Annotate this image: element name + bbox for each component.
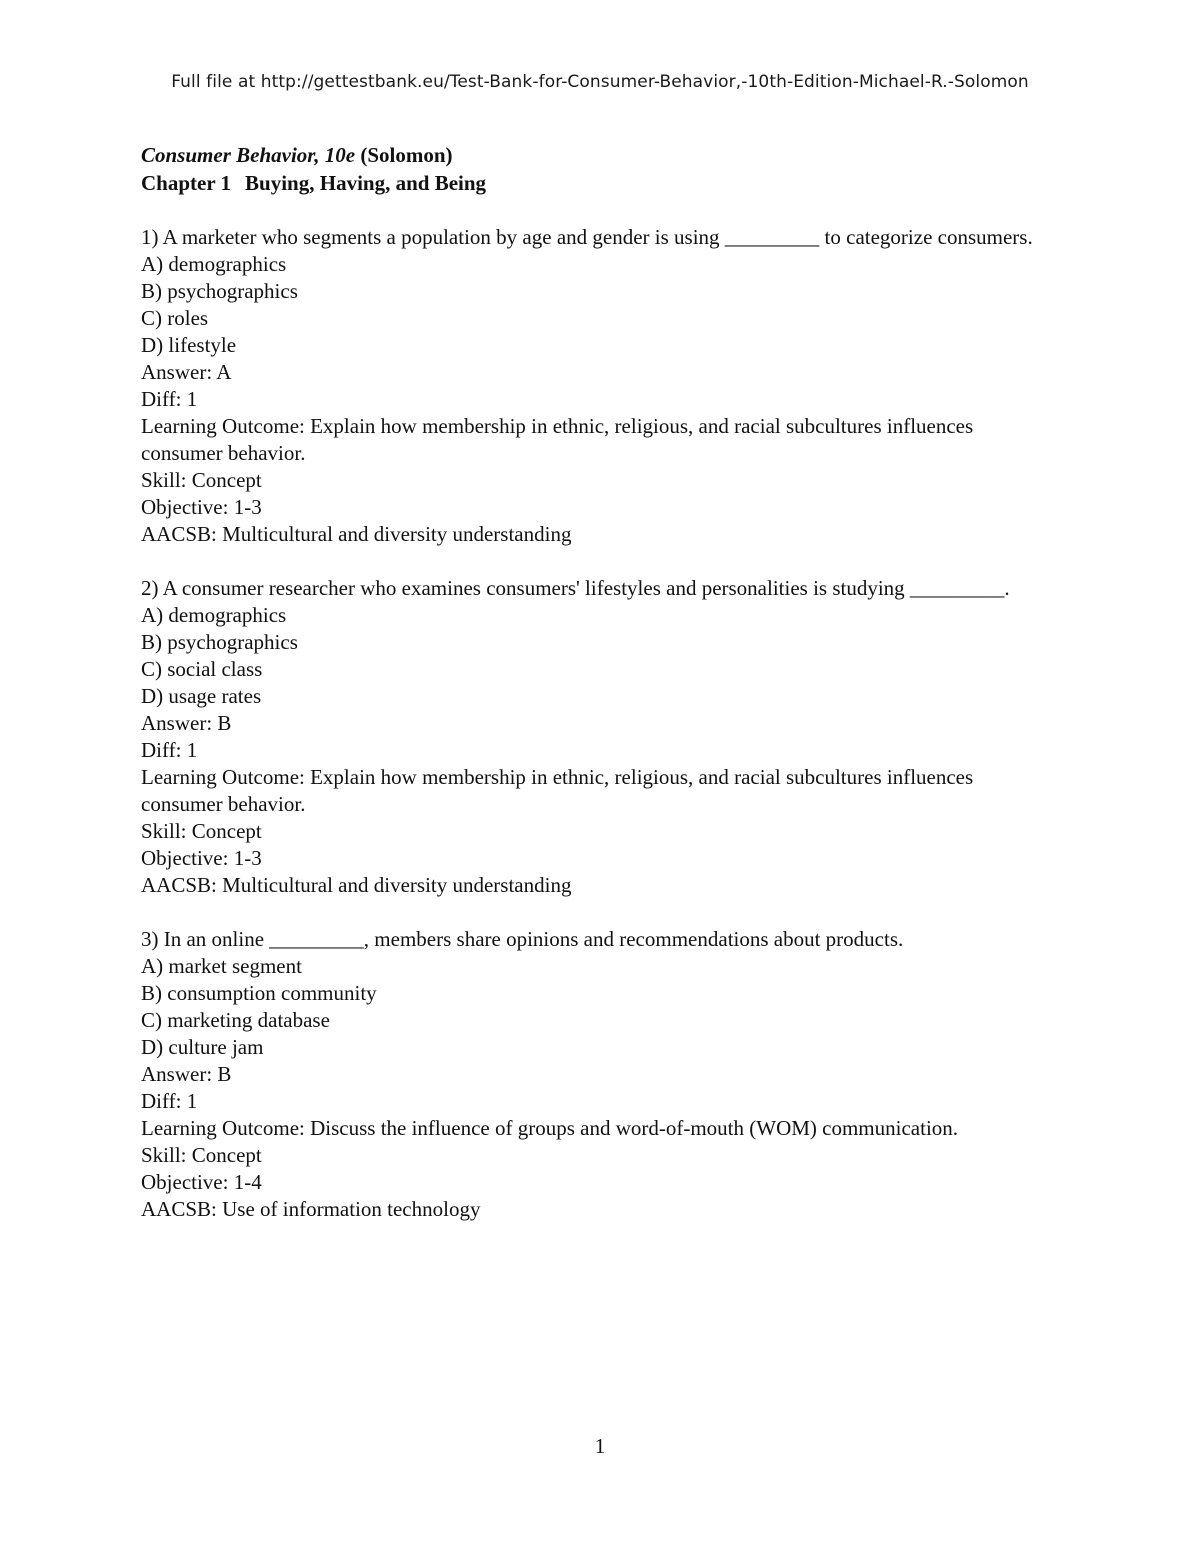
- book-title-author: (Solomon): [360, 143, 453, 167]
- objective: Objective: 1-3: [141, 495, 262, 519]
- aacsb: AACSB: Multicultural and diversity understanding: [141, 873, 572, 897]
- document-body: [141, 142, 1041, 1250]
- header-source-link[interactable]: Full file at http://gettestbank.eu/Test-Bank-for-Consumer-Behavior,-10th-Edition-Michael-R.-Solomon: [171, 72, 1029, 92]
- skill: Skill: Concept: [141, 1143, 262, 1167]
- option-c: C) social class: [141, 657, 263, 681]
- answer: Answer: B: [141, 711, 232, 735]
- answer: Answer: B: [141, 1062, 232, 1086]
- option-d: D) usage rates: [141, 684, 262, 708]
- option-a: A) demographics: [141, 603, 287, 627]
- objective: Objective: 1-4: [141, 1170, 262, 1194]
- option-c: C) roles: [141, 306, 209, 330]
- aacsb: AACSB: Use of information technology: [141, 1197, 481, 1221]
- learning-outcome: Learning Outcome: Explain how membership in ethnic, religious, and racial subcultures influences consumer behavior.: [141, 414, 974, 465]
- answer: Answer: A: [141, 360, 232, 384]
- option-d: D) lifestyle: [141, 333, 237, 357]
- skill: Skill: Concept: [141, 468, 262, 492]
- difficulty: Diff: 1: [141, 1089, 198, 1113]
- book-title-name: Consumer Behavior, 10e: [141, 143, 356, 167]
- option-b: B) psychographics: [141, 279, 298, 303]
- page-number: 1: [594, 1434, 606, 1458]
- chapter-title: Buying, Having, and Being: [245, 171, 487, 195]
- option-d: D) culture jam: [141, 1035, 264, 1059]
- aacsb: AACSB: Multicultural and diversity understanding: [141, 522, 572, 546]
- skill: Skill: Concept: [141, 819, 262, 843]
- chapter-heading: [141, 170, 1041, 198]
- question-stem: 1) A marketer who segments a population by age and gender is using _________ to categorize consumers.: [141, 225, 1033, 249]
- learning-outcome: Learning Outcome: Discuss the influence of groups and word-of-mouth (WOM) communication.: [141, 1116, 959, 1140]
- difficulty: Diff: 1: [141, 387, 198, 411]
- question-3: [141, 926, 1041, 1223]
- question-2: [141, 575, 1041, 899]
- option-b: B) psychographics: [141, 630, 298, 654]
- option-a: A) demographics: [141, 252, 287, 276]
- book-title: [141, 142, 1041, 170]
- question-stem: 2) A consumer researcher who examines consumers' lifestyles and personalities is studying _________.: [141, 576, 1010, 600]
- option-c: C) marketing database: [141, 1008, 330, 1032]
- difficulty: Diff: 1: [141, 738, 198, 762]
- question-1: [141, 224, 1041, 548]
- option-a: A) market segment: [141, 954, 302, 978]
- question-stem: 3) In an online _________, members share opinions and recommendations about products.: [141, 927, 904, 951]
- objective: Objective: 1-3: [141, 846, 262, 870]
- chapter-label: Chapter 1: [141, 171, 232, 195]
- option-b: B) consumption community: [141, 981, 377, 1005]
- learning-outcome: Learning Outcome: Explain how membership in ethnic, religious, and racial subcultures influences consumer behavior.: [141, 765, 974, 816]
